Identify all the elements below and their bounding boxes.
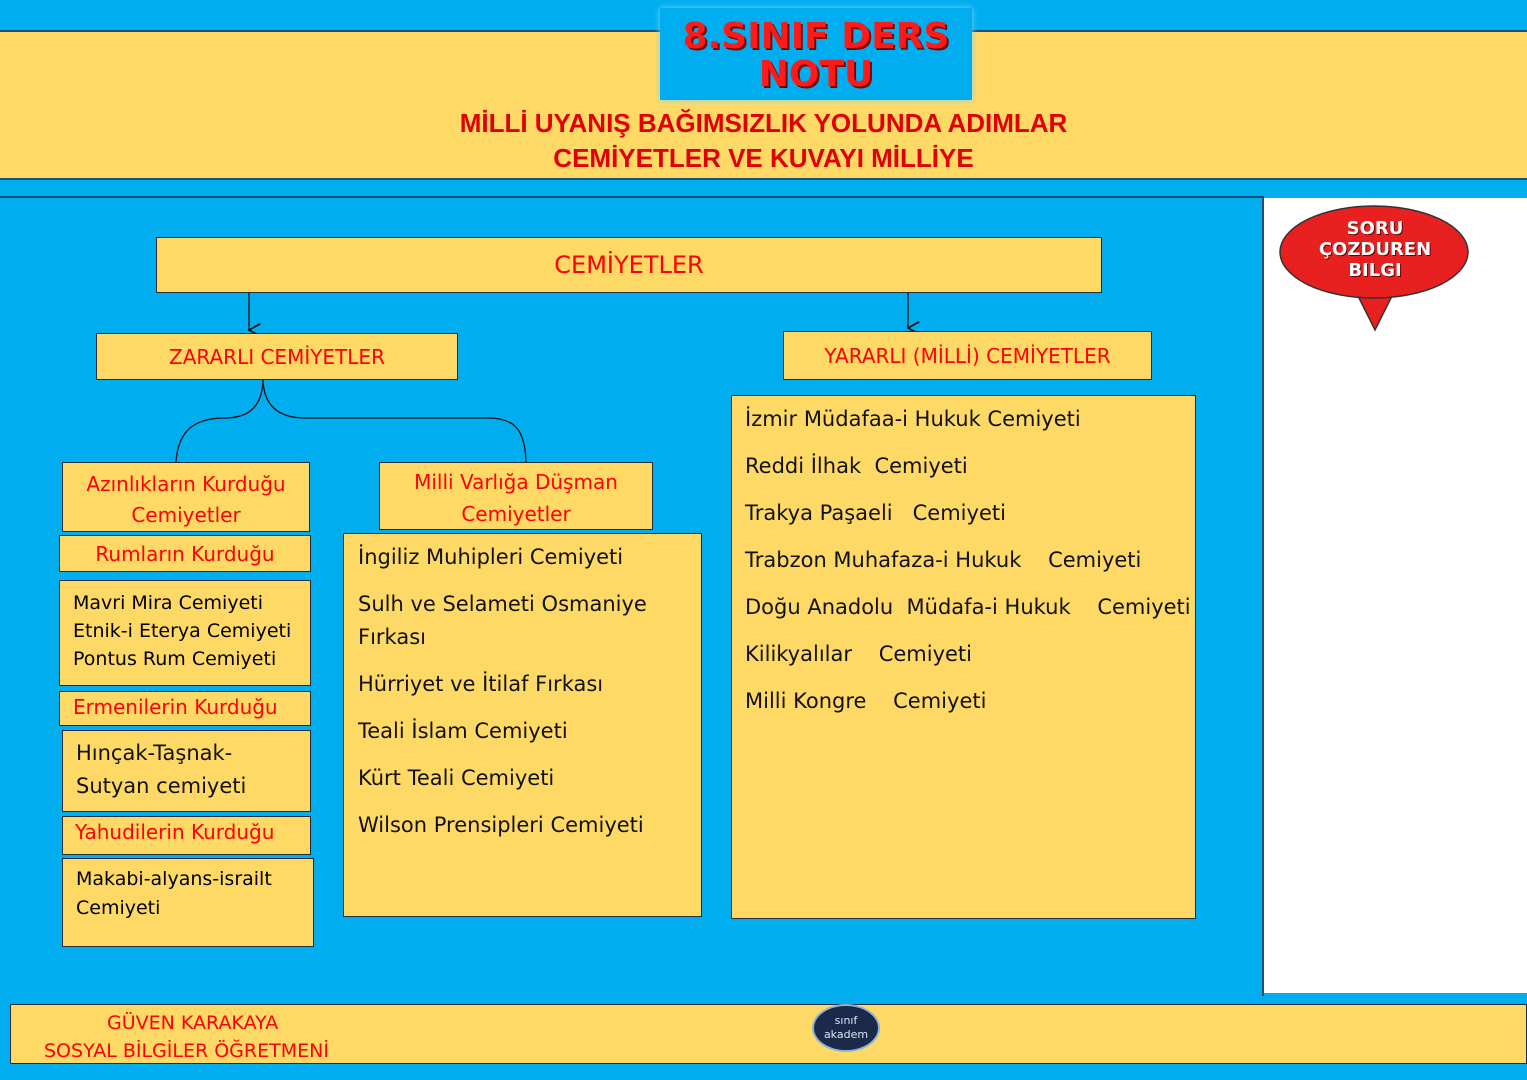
list-item: Milli Kongre Cemiyeti <box>745 689 987 713</box>
callout-line-1: SORU <box>1346 218 1404 239</box>
useful-label: YARARLI (MİLLİ) CEMİYETLER <box>824 343 1111 368</box>
list-item: Trakya Paşaeli Cemiyeti <box>745 501 1006 525</box>
list-item: Etnik-i Eterya Cemiyeti <box>73 620 292 642</box>
list-item: Cemiyeti <box>76 897 161 919</box>
hostile-label-1: Milli Varlığa Düşman <box>414 470 618 494</box>
harmful-label: ZARARLI CEMİYETLER <box>169 344 385 369</box>
jews-label: Yahudilerin Kurduğu <box>75 820 275 844</box>
author-role: SOSYAL BİLGİLER ÖĞRETMENİ <box>44 1040 329 1062</box>
logo <box>812 1004 880 1052</box>
list-item: Pontus Rum Cemiyeti <box>73 648 277 670</box>
list-item: Teali İslam Cemiyeti <box>358 719 568 743</box>
hostile-label-2: Cemiyetler <box>461 502 571 526</box>
callout-line-2: ÇOZDUREN <box>1318 239 1432 260</box>
title-line-1: 8.SINIF DERS <box>682 16 950 57</box>
minorities-label-2: Cemiyetler <box>131 503 241 527</box>
list-item: Mavri Mira Cemiyeti <box>73 592 263 614</box>
list-item: Reddi İlhak Cemiyeti <box>745 454 968 478</box>
subtitle-line-1: MİLLİ UYANIŞ BAĞIMSIZLIK YOLUNDA ADIMLAR <box>459 108 1068 138</box>
logo-text-bottom: akadem <box>823 1028 869 1041</box>
list-item: Wilson Prensipleri Cemiyeti <box>358 813 644 837</box>
list-item: İzmir Müdafaa-i Hukuk Cemiyeti <box>745 407 1081 431</box>
minorities-label-1: Azınlıkların Kurduğu <box>86 472 286 496</box>
list-item: Sulh ve Selameti Osmaniye <box>358 592 647 616</box>
logo-text-top: sınıf <box>834 1014 858 1027</box>
list-item: İngiliz Muhipleri Cemiyeti <box>358 545 624 569</box>
subtitle-line-2: CEMİYETLER VE KUVAYI MİLLİYE <box>553 143 974 173</box>
list-item: Doğu Anadolu Müdafa-i Hukuk Cemiyeti <box>745 595 1191 619</box>
list-item: Makabi-alyans-israilt <box>76 868 272 890</box>
title-line-2: NOTU <box>758 54 874 95</box>
author-name: GÜVEN KARAKAYA <box>107 1012 279 1034</box>
armenians-label: Ermenilerin Kurduğu <box>73 695 278 719</box>
callout-text <box>1280 218 1470 281</box>
list-item: Kilikyalılar Cemiyeti <box>745 642 972 666</box>
callout-line-3: BILGI <box>1348 260 1402 281</box>
greeks-label: Rumların Kurduğu <box>95 541 275 566</box>
list-item: Sutyan cemiyeti <box>76 774 247 798</box>
list-item: Kürt Teali Cemiyeti <box>358 766 555 790</box>
footer-credit <box>44 1009 374 1065</box>
list-item: Fırkası <box>358 625 426 649</box>
list-item: Hürriyet ve İtilaf Fırkası <box>358 672 604 696</box>
list-item: Hınçak-Taşnak- <box>76 741 233 765</box>
root-label: CEMİYETLER <box>554 251 704 279</box>
list-item: Trabzon Muhafaza-i Hukuk Cemiyeti <box>745 548 1142 572</box>
